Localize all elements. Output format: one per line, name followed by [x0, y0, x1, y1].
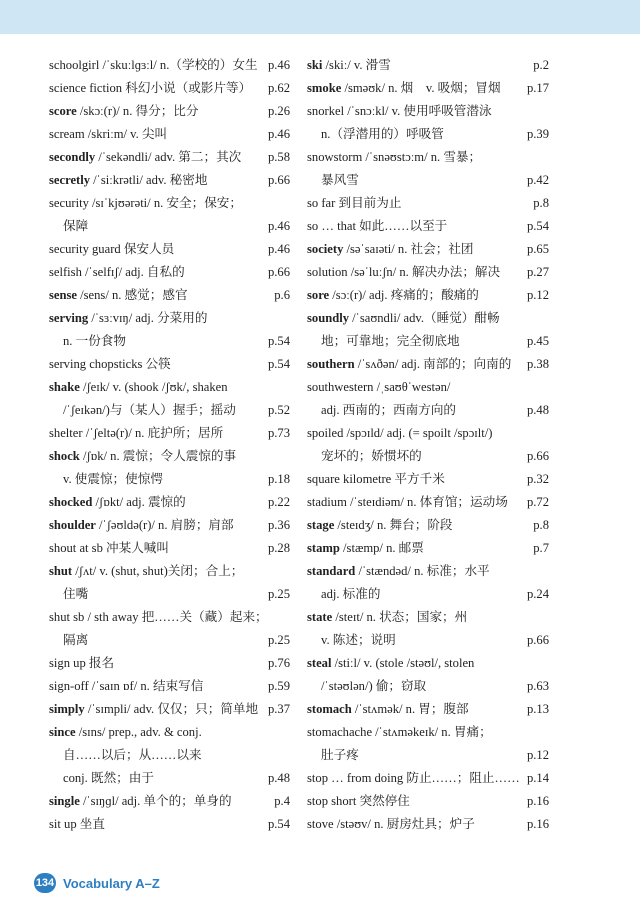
entry-headline: stage /steɪdʒ/ n. 舞台；阶段: [307, 518, 453, 532]
entry-continuation: adj. 西南的；西南方向的: [321, 403, 457, 417]
entry-headline: single /ˈsɪŋɡl/ adj. 单个的；单身的: [49, 794, 232, 808]
page-reference: p.66: [526, 633, 549, 647]
page-reference: p.46: [267, 127, 290, 141]
top-color-band: [0, 0, 640, 34]
page-reference: p.16: [526, 817, 549, 831]
page-reference: p.12: [526, 748, 549, 762]
entry-headline: stop short 突然停住: [307, 794, 410, 808]
entry-headline: shocked /ʃɒkt/ adj. 震惊的: [49, 495, 186, 509]
page-reference: p.6: [274, 288, 290, 302]
vocab-entry: [307, 146, 549, 192]
vocab-entry: [307, 790, 549, 813]
page-reference: p.63: [526, 679, 549, 693]
entry-headline: stop … from doing 防止……；阻止……: [307, 771, 520, 785]
vocab-entry: [307, 606, 549, 652]
entry-headline: security guard 保安人员: [49, 242, 175, 256]
entry-headline: stove /stəʊv/ n. 厨房灶具；炉子: [307, 817, 475, 831]
vocab-entry: [49, 77, 290, 100]
entry-headline: stomach /ˈstʌmək/ n. 胃；腹部: [307, 702, 469, 716]
vocab-entry: [49, 652, 290, 675]
page-reference: p.26: [267, 104, 290, 118]
entry-continuation: 宠坏的；娇惯坏的: [321, 449, 422, 463]
entry-continuation: n. 一份食物: [63, 334, 126, 348]
vocab-entry: [307, 353, 549, 376]
vocab-entry: [307, 215, 549, 238]
entry-headline: selfish /ˈselfɪʃ/ adj. 自私的: [49, 265, 185, 279]
entry-headline: serving /ˈsɜːvɪŋ/ adj. 分菜用的: [49, 311, 208, 325]
page-reference: p.73: [267, 426, 290, 440]
entry-headline: stamp /stæmp/ n. 邮票: [307, 541, 424, 555]
vocab-entry: [49, 698, 290, 721]
vocab-entry: [307, 307, 549, 353]
entry-headline: simply /ˈsɪmpli/ adv. 仅仅；只；简单地: [49, 702, 259, 716]
page-reference: p.45: [526, 334, 549, 348]
entry-continuation: 地；可靠地；完全彻底地: [321, 334, 460, 348]
entry-continuation: /ˈʃeɪkən/)与（某人）握手；摇动: [63, 403, 236, 417]
entry-headline: so … that 如此……以至于: [307, 219, 448, 233]
entry-headline: spoiled /spɔɪld/ adj. (= spoilt /spɔɪlt/): [307, 426, 493, 440]
vocab-entry: [307, 54, 549, 77]
vocab-column-right: [307, 54, 549, 836]
vocab-entry: [307, 652, 549, 698]
vocab-entry: [307, 376, 549, 422]
entry-continuation: n.（浮潜用的）呼吸管: [321, 127, 444, 141]
page-reference: p.54: [267, 357, 290, 371]
vocab-entry: [307, 284, 549, 307]
entry-headline: secretly /ˈsiːkrətli/ adv. 秘密地: [49, 173, 208, 187]
entry-headline: sense /sens/ n. 感觉；感官: [49, 288, 188, 302]
entry-headline: schoolgirl /ˈskuːlɡɜːl/ n.（学校的）女生: [49, 58, 258, 72]
vocab-entry: [49, 445, 290, 491]
entry-headline: shock /ʃɒk/ n. 震惊；令人震惊的事: [49, 449, 237, 463]
entry-headline: security /sɪˈkjʊərəti/ n. 安全；保安；: [49, 196, 242, 210]
vocab-entry: [49, 307, 290, 353]
page-number-badge: 134: [34, 873, 56, 893]
page-reference: p.66: [526, 449, 549, 463]
vocab-entry: [49, 491, 290, 514]
page-reference: p.25: [267, 633, 290, 647]
vocab-entry: [49, 284, 290, 307]
entry-headline: science fiction 科幻小说（或影片等）: [49, 81, 252, 95]
vocab-entry: [49, 514, 290, 537]
entry-headline: shut /ʃʌt/ v. (shut, shut)关闭；合上；: [49, 564, 244, 578]
page-reference: p.16: [526, 794, 549, 808]
entry-headline: southern /ˈsʌðən/ adj. 南部的；向南的: [307, 357, 512, 371]
entry-continuation: /ˈstəʊlən/) 偷；窃取: [321, 679, 427, 693]
entry-headline: since /sɪns/ prep., adv. & conj.: [49, 725, 202, 739]
page-reference: p.48: [526, 403, 549, 417]
vocab-entry: [307, 698, 549, 721]
entry-headline: sign up 报名: [49, 656, 115, 670]
page-footer: [34, 873, 160, 893]
page-reference: p.39: [526, 127, 549, 141]
page-reference: p.46: [267, 58, 290, 72]
page-reference: p.54: [267, 817, 290, 831]
page-reference: p.65: [526, 242, 549, 256]
vocab-entry: [307, 813, 549, 836]
page-reference: p.24: [526, 587, 549, 601]
entry-continuation: 隔离: [63, 633, 89, 647]
page-reference: p.12: [526, 288, 549, 302]
page-reference: p.4: [274, 794, 290, 808]
page-reference: p.36: [267, 518, 290, 532]
page-reference: p.14: [526, 771, 549, 785]
entry-headline: smoke /sməʊk/ n. 烟 v. 吸烟；冒烟: [307, 81, 501, 95]
page-reference: p.59: [267, 679, 290, 693]
entry-headline: shut sb / sth away 把……关（藏）起来；: [49, 610, 268, 624]
vocab-entry: [307, 721, 549, 767]
entry-continuation: 保障: [63, 219, 89, 233]
page-reference: p.62: [267, 81, 290, 95]
vocab-entry: [307, 192, 549, 215]
page-reference: p.2: [533, 58, 549, 72]
entry-headline: score /skɔː(r)/ n. 得分；比分: [49, 104, 199, 118]
page-reference: p.66: [267, 265, 290, 279]
page-reference: p.46: [267, 219, 290, 233]
vocab-entry: [49, 790, 290, 813]
vocab-entry: [307, 261, 549, 284]
vocab-entry: [49, 123, 290, 146]
vocab-entry: [49, 606, 290, 652]
vocab-entry: [49, 376, 290, 422]
entry-headline: sore /sɔː(r)/ adj. 疼痛的；酸痛的: [307, 288, 479, 302]
entry-continuation: 暴风雪: [321, 173, 359, 187]
vocab-entry: [49, 813, 290, 836]
entry-headline: snorkel /ˈsnɔːkl/ v. 使用呼吸管潜泳: [307, 104, 492, 118]
vocab-entry: [49, 261, 290, 284]
entry-continuation: 住嘴: [63, 587, 89, 601]
page-reference: p.54: [526, 219, 549, 233]
page-reference: p.28: [267, 541, 290, 555]
entry-headline: standard /ˈstændəd/ n. 标准；水平: [307, 564, 490, 578]
entry-headline: soundly /ˈsaʊndli/ adv.（睡觉）酣畅: [307, 311, 500, 325]
page-reference: p.13: [526, 702, 549, 716]
vocab-column-left: [49, 54, 290, 836]
entry-continuation: 自……以后；从……以来: [63, 748, 202, 762]
entry-continuation: v. 陈述；说明: [321, 633, 396, 647]
vocab-entry: [49, 422, 290, 445]
page-reference: p.27: [526, 265, 549, 279]
entry-headline: shoulder /ˈʃəʊldə(r)/ n. 肩膀；肩部: [49, 518, 234, 532]
vocab-entry: [49, 100, 290, 123]
entry-headline: solution /səˈluːʃn/ n. 解决办法；解决: [307, 265, 501, 279]
page-reference: p.22: [267, 495, 290, 509]
entry-headline: so far 到目前为止: [307, 196, 402, 210]
entry-headline: stadium /ˈsteɪdiəm/ n. 体育馆；运动场: [307, 495, 508, 509]
entry-headline: ski /skiː/ v. 滑雪: [307, 58, 391, 72]
page-reference: p.54: [267, 334, 290, 348]
vocab-entry: [49, 675, 290, 698]
page-reference: p.42: [526, 173, 549, 187]
page-reference: p.48: [267, 771, 290, 785]
entry-continuation: 肚子疼: [321, 748, 359, 762]
entry-headline: state /steɪt/ n. 状态；国家；州: [307, 610, 468, 624]
entry-headline: southwestern /ˌsaʊθˈwestən/: [307, 380, 451, 394]
vocab-entry: [49, 54, 290, 77]
entry-headline: serving chopsticks 公筷: [49, 357, 171, 371]
entry-headline: snowstorm /ˈsnəʊstɔːm/ n. 雪暴；: [307, 150, 482, 164]
vocab-entry: [49, 560, 290, 606]
page-reference: p.46: [267, 242, 290, 256]
page-reference: p.32: [526, 472, 549, 486]
entry-headline: scream /skriːm/ v. 尖叫: [49, 127, 168, 141]
entry-continuation: adj. 标准的: [321, 587, 381, 601]
vocab-entry: [49, 169, 290, 192]
vocab-entry: [49, 146, 290, 169]
page-reference: p.72: [526, 495, 549, 509]
vocab-entry: [49, 353, 290, 376]
entry-headline: sign-off /ˈsaɪn ɒf/ n. 结束写信: [49, 679, 204, 693]
vocab-entry: [307, 422, 549, 468]
vocab-entry: [49, 238, 290, 261]
vocab-entry: [307, 491, 549, 514]
entry-headline: society /səˈsaɪəti/ n. 社会；社团: [307, 242, 474, 256]
page-reference: p.17: [526, 81, 549, 95]
entry-headline: sit up 坐直: [49, 817, 105, 831]
vocab-entry: [307, 238, 549, 261]
page-reference: p.52: [267, 403, 290, 417]
vocab-entry: [307, 537, 549, 560]
vocab-entry: [49, 192, 290, 238]
page-reference: p.58: [267, 150, 290, 164]
vocab-entry: [49, 537, 290, 560]
page-reference: p.8: [533, 196, 549, 210]
entry-headline: shake /ʃeɪk/ v. (shook /ʃʊk/, shaken: [49, 380, 228, 394]
entry-headline: square kilometre 平方千米: [307, 472, 445, 486]
entry-headline: secondly /ˈsekəndli/ adv. 第二；其次: [49, 150, 242, 164]
vocab-entry: [307, 100, 549, 146]
page-reference: p.38: [526, 357, 549, 371]
page-reference: p.76: [267, 656, 290, 670]
page-reference: p.18: [267, 472, 290, 486]
page-reference: p.7: [533, 541, 549, 555]
entry-headline: stomachache /ˈstʌməkeɪk/ n. 胃痛；: [307, 725, 492, 739]
vocab-entry: [307, 77, 549, 100]
page-reference: p.37: [267, 702, 290, 716]
page-reference: p.8: [533, 518, 549, 532]
page-reference: p.66: [267, 173, 290, 187]
entry-headline: shelter /ˈʃeltə(r)/ n. 庇护所；居所: [49, 426, 224, 440]
entry-continuation: conj. 既然；由于: [63, 771, 154, 785]
vocab-entry: [49, 721, 290, 790]
vocab-entry: [307, 767, 549, 790]
vocab-entry: [307, 468, 549, 491]
page-reference: p.25: [267, 587, 290, 601]
footer-title: Vocabulary A–Z: [63, 875, 160, 891]
entry-headline: steal /stiːl/ v. (stole /stəʊl/, stolen: [307, 656, 475, 670]
entry-headline: shout at sb 冲某人喊叫: [49, 541, 169, 555]
entry-continuation: v. 使震惊；使惊愕: [63, 472, 163, 486]
vocab-entry: [307, 514, 549, 537]
vocab-entry: [307, 560, 549, 606]
